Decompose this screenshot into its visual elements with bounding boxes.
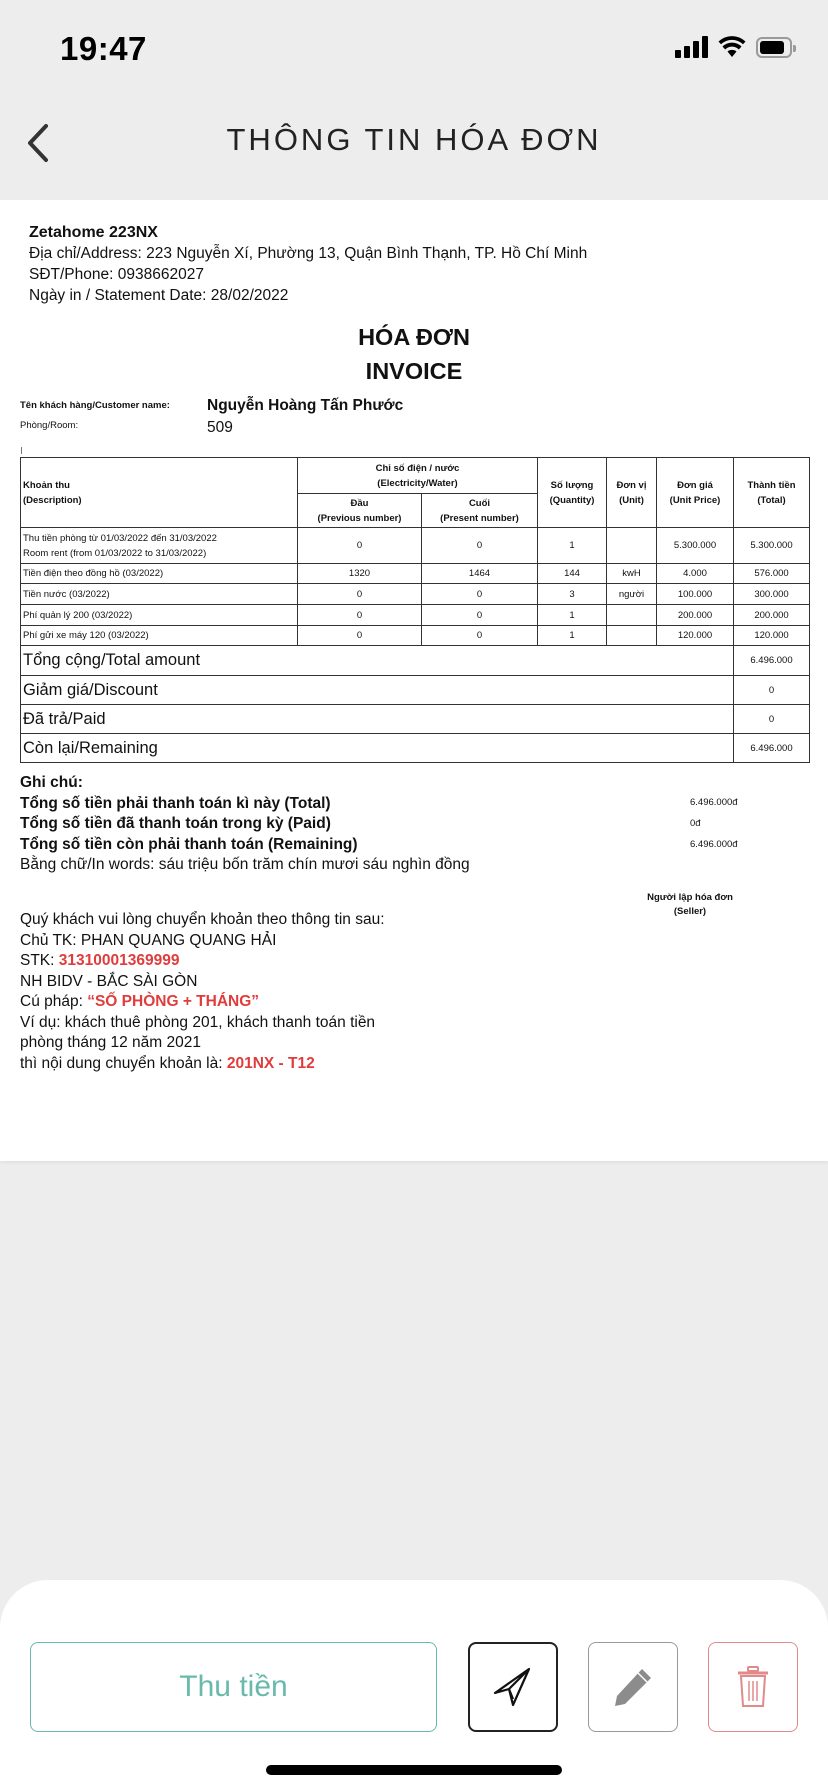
account-holder: Chủ TK: PHAN QUANG QUANG HẢI	[20, 931, 277, 949]
row-unit-price: 200.000	[657, 605, 734, 626]
home-indicator	[266, 1765, 562, 1775]
row-unit-price: 120.000	[657, 626, 734, 646]
seller-label-en: (Seller)	[673, 906, 707, 917]
notes-paid-label: Tổng số tiền đã thanh toán trong kỳ (Paid)	[20, 815, 331, 832]
summary-value: 0	[734, 705, 810, 734]
example-line-1: Ví dụ: khách thuê phòng 201, khách thanh toán tiền	[20, 1013, 376, 1031]
summary-row-total	[21, 646, 810, 676]
notes-title: Ghi chú:	[20, 774, 83, 791]
customer-name-label: Tên khách hàng/Customer name:	[20, 400, 170, 411]
row-quantity: 1	[538, 528, 607, 564]
page-title: THÔNG TIN HÓA ĐƠN	[226, 122, 602, 157]
row-present: 0	[422, 528, 538, 564]
notes-values	[690, 792, 738, 855]
row-unit	[607, 626, 657, 646]
customer-name: Nguyễn Hoàng Tấn Phước	[207, 397, 404, 414]
row-unit: kwH	[607, 564, 657, 584]
divider-tick	[21, 447, 22, 454]
row-total: 5.300.000	[734, 528, 810, 564]
row-description: Phí quản lý 200 (03/2022)	[21, 605, 298, 626]
invoice-title-en: INVOICE	[365, 358, 463, 384]
row-present: 0	[422, 605, 538, 626]
summary-label: Còn lại/Remaining	[21, 734, 734, 763]
summary-label: Tổng cộng/Total amount	[21, 646, 734, 676]
company-info	[29, 222, 587, 306]
table-row	[21, 584, 810, 605]
send-button[interactable]	[468, 1642, 558, 1732]
account-number-line: STK: 31310001369999	[20, 952, 180, 969]
summary-row-remaining	[21, 734, 810, 763]
header-total: Thành tiền (Total)	[734, 458, 810, 528]
row-unit	[607, 528, 657, 564]
header-description: Khoản thu (Description)	[21, 458, 298, 528]
transfer-syntax: “SỐ PHÒNG + THÁNG”	[87, 993, 260, 1010]
row-unit-price: 100.000	[657, 584, 734, 605]
syntax-line: Cú pháp: “SỐ PHÒNG + THÁNG”	[20, 993, 260, 1010]
statement-date: Ngày in / Statement Date: 28/02/2022	[29, 287, 289, 304]
collect-payment-button[interactable]: Thu tiền	[30, 1642, 437, 1732]
header-meter: Chỉ số điện / nước (Electricity/Water)	[298, 458, 538, 494]
table-row	[21, 564, 810, 584]
row-total: 200.000	[734, 605, 810, 626]
pencil-icon	[611, 1665, 655, 1709]
amount-in-words: Bằng chữ/In words: sáu triệu bốn trăm chín mươi sáu nghìn đồng	[20, 856, 470, 873]
cellular-signal-icon	[675, 36, 708, 58]
row-previous: 0	[298, 605, 422, 626]
status-icons	[675, 36, 792, 58]
bank-name: NH BIDV - BẮC SÀI GÒN	[20, 972, 198, 990]
room-number: 509	[207, 419, 233, 436]
trash-icon	[735, 1665, 771, 1709]
row-unit-price: 4.000	[657, 564, 734, 584]
row-previous: 1320	[298, 564, 422, 584]
row-description: Phí gửi xe máy 120 (03/2022)	[21, 626, 298, 646]
example-code: 201NX - T12	[226, 1054, 315, 1072]
invoice-document	[0, 200, 828, 1161]
row-total: 576.000	[734, 564, 810, 584]
row-previous: 0	[298, 528, 422, 564]
header-previous: Đầu (Previous number)	[298, 494, 422, 528]
bottom-action-bar	[0, 1580, 828, 1792]
invoice-title	[0, 320, 828, 388]
company-address: Địa chỉ/Address: 223 Nguyễn Xí, Phường 13, Quận Bình Thạnh, TP. Hồ Chí Minh	[29, 245, 588, 262]
battery-icon	[756, 37, 792, 58]
header-quantity: Số lượng (Quantity)	[538, 458, 607, 528]
payment-intro: Quý khách vui lòng chuyển khoản theo thông tin sau:	[20, 911, 385, 928]
seller-signature	[620, 891, 760, 919]
row-present: 1464	[422, 564, 538, 584]
example-line-2: phòng tháng 12 năm 2021	[20, 1034, 201, 1051]
edit-button[interactable]	[588, 1642, 678, 1732]
status-bar	[0, 0, 828, 96]
row-quantity: 1	[538, 605, 607, 626]
table-row	[21, 626, 810, 646]
row-description: Tiền nước (03/2022)	[21, 584, 298, 605]
row-unit: người	[607, 584, 657, 605]
summary-value: 6.496.000	[734, 734, 810, 763]
notes-remaining-label: Tổng số tiền còn phải thanh toán (Remaining)	[20, 835, 358, 853]
summary-value: 0	[734, 676, 810, 705]
summary-row-discount	[21, 676, 810, 705]
room-label: Phòng/Room:	[20, 420, 79, 431]
account-number: 31310001369999	[58, 952, 180, 969]
nav-bar	[0, 96, 828, 200]
seller-label-vi: Người lập hóa đơn	[647, 892, 733, 903]
header-unit: Đơn vị (Unit)	[607, 458, 657, 528]
delete-button[interactable]	[708, 1642, 798, 1732]
company-name: Zetahome 223NX	[29, 224, 158, 241]
table-row	[21, 605, 810, 626]
paper-plane-icon	[491, 1665, 535, 1709]
row-total: 300.000	[734, 584, 810, 605]
status-time: 19:47	[60, 30, 147, 67]
summary-label: Đã trả/Paid	[21, 705, 734, 734]
invoice-title-vi: HÓA ĐƠN	[358, 324, 470, 350]
notes-total-label: Tổng số tiền phải thanh toán kì này (Total)	[20, 794, 331, 812]
row-quantity: 1	[538, 626, 607, 646]
row-quantity: 3	[538, 584, 607, 605]
invoice-items-table	[20, 457, 810, 763]
wifi-icon	[718, 36, 746, 58]
notes-paid-value: 0đ	[690, 818, 701, 829]
table-row	[21, 528, 810, 564]
row-total: 120.000	[734, 626, 810, 646]
header-unit-price: Đơn giá (Unit Price)	[657, 458, 734, 528]
notes-remaining-value: 6.496.000đ	[690, 839, 738, 850]
summary-label: Giảm giá/Discount	[21, 676, 734, 705]
row-previous: 0	[298, 584, 422, 605]
notes-section	[20, 773, 470, 876]
row-unit	[607, 605, 657, 626]
example-line-3: thì nội dung chuyển khoản là: 201NX - T12	[20, 1054, 315, 1072]
row-quantity: 144	[538, 564, 607, 584]
row-previous: 0	[298, 626, 422, 646]
header-present: Cuối (Present number)	[422, 494, 538, 528]
summary-row-paid	[21, 705, 810, 734]
row-description: Tiền điện theo đồng hồ (03/2022)	[21, 564, 298, 584]
notes-total-value: 6.496.000đ	[690, 797, 738, 808]
row-unit-price: 5.300.000	[657, 528, 734, 564]
summary-value: 6.496.000	[734, 646, 810, 676]
row-present: 0	[422, 626, 538, 646]
company-phone: SĐT/Phone: 0938662027	[29, 266, 204, 283]
row-description: Thu tiền phòng từ 01/03/2022 đến 31/03/2022 Room rent (from 01/03/2022 to 31/03/2022)	[21, 528, 298, 564]
row-present: 0	[422, 584, 538, 605]
table-header-row	[21, 458, 810, 494]
payment-instructions	[20, 910, 385, 1074]
